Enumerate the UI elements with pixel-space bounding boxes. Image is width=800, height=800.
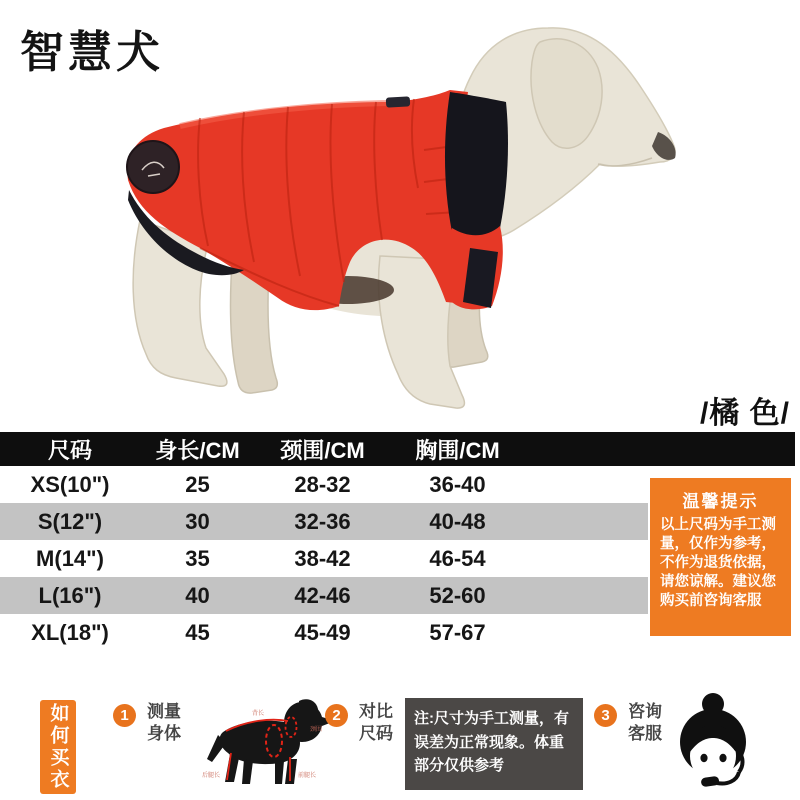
tips-title: 温馨提示 [682, 492, 759, 511]
table-cell: 40 [185, 582, 210, 608]
label-neck-girth: 颈围 [310, 727, 323, 733]
label-back-length: 背长 [252, 711, 265, 717]
size-table-header-grid [0, 434, 648, 465]
table-cell: 32-36 [294, 508, 351, 534]
table-header-cell: 颈围/CM [280, 437, 365, 463]
color-tag: /橘 色/ [699, 397, 790, 430]
table-cell: XL(18") [31, 619, 109, 645]
table-cell: M(14") [36, 545, 104, 571]
measure-dog-diagram [200, 691, 340, 797]
table-row [0, 466, 648, 503]
table-cell: 36-40 [429, 471, 486, 497]
brand-patch [127, 141, 179, 193]
step-3-badge: 3 [594, 704, 617, 727]
label-front-leg: 前腿长 [298, 773, 317, 779]
step-3-label: 咨询客服 [628, 702, 662, 743]
table-cell: 42-46 [294, 582, 351, 608]
brand-logo: 智慧犬 [20, 28, 164, 77]
size-table-body [0, 466, 648, 651]
how-to-buy-text: 如何买衣 [47, 703, 69, 791]
vest-collar [445, 92, 508, 237]
table-row [0, 503, 648, 540]
step-2-label: 对比尺码 [359, 702, 393, 743]
tips-body: 以上尺码为手工测量，仅作为参考，不作为退货依据，请您谅解。建议您购买前咨询客服 [660, 517, 776, 609]
table-cell: XS(10") [30, 471, 110, 497]
vest-back-tab [386, 96, 410, 107]
table-cell: 30 [185, 508, 210, 534]
table-cell: 46-54 [429, 545, 486, 571]
table-cell: 35 [185, 545, 210, 571]
table-row [0, 614, 648, 651]
table-header-cell: 胸围/CM [415, 437, 500, 463]
table-cell: 45-49 [294, 619, 351, 645]
table-cell: 40-48 [429, 508, 486, 534]
cs-eye-right [719, 754, 726, 762]
customer-service-icon [666, 690, 762, 796]
dog-silhouette [207, 699, 335, 784]
table-cell: 25 [185, 471, 210, 497]
table-row [0, 577, 648, 614]
table-header-cell: 身长/CM [155, 437, 240, 463]
cs-eye-left [700, 754, 707, 762]
table-cell: S(12") [37, 508, 103, 534]
table-cell: L(16") [38, 582, 102, 608]
measurement-note: 注:尺寸为手工测量，有误差为正常现象。体重部分仅供参考 [405, 698, 583, 790]
size-table-header [0, 432, 795, 466]
table-cell: 45 [185, 619, 210, 645]
table-cell: 38-42 [294, 545, 351, 571]
table-cell: 57-67 [429, 619, 486, 645]
how-to-buy-label [40, 700, 76, 794]
table-header-cell: 尺码 [47, 437, 92, 463]
tips-box [650, 478, 791, 636]
step-1-label: 测量身体 [147, 702, 181, 743]
label-rear-leg: 后腿长 [202, 773, 221, 779]
table-cell: 28-32 [294, 471, 351, 497]
step-2-badge: 2 [325, 704, 348, 727]
table-cell: 52-60 [429, 582, 486, 608]
table-row [0, 540, 648, 577]
step-1-badge: 1 [113, 704, 136, 727]
